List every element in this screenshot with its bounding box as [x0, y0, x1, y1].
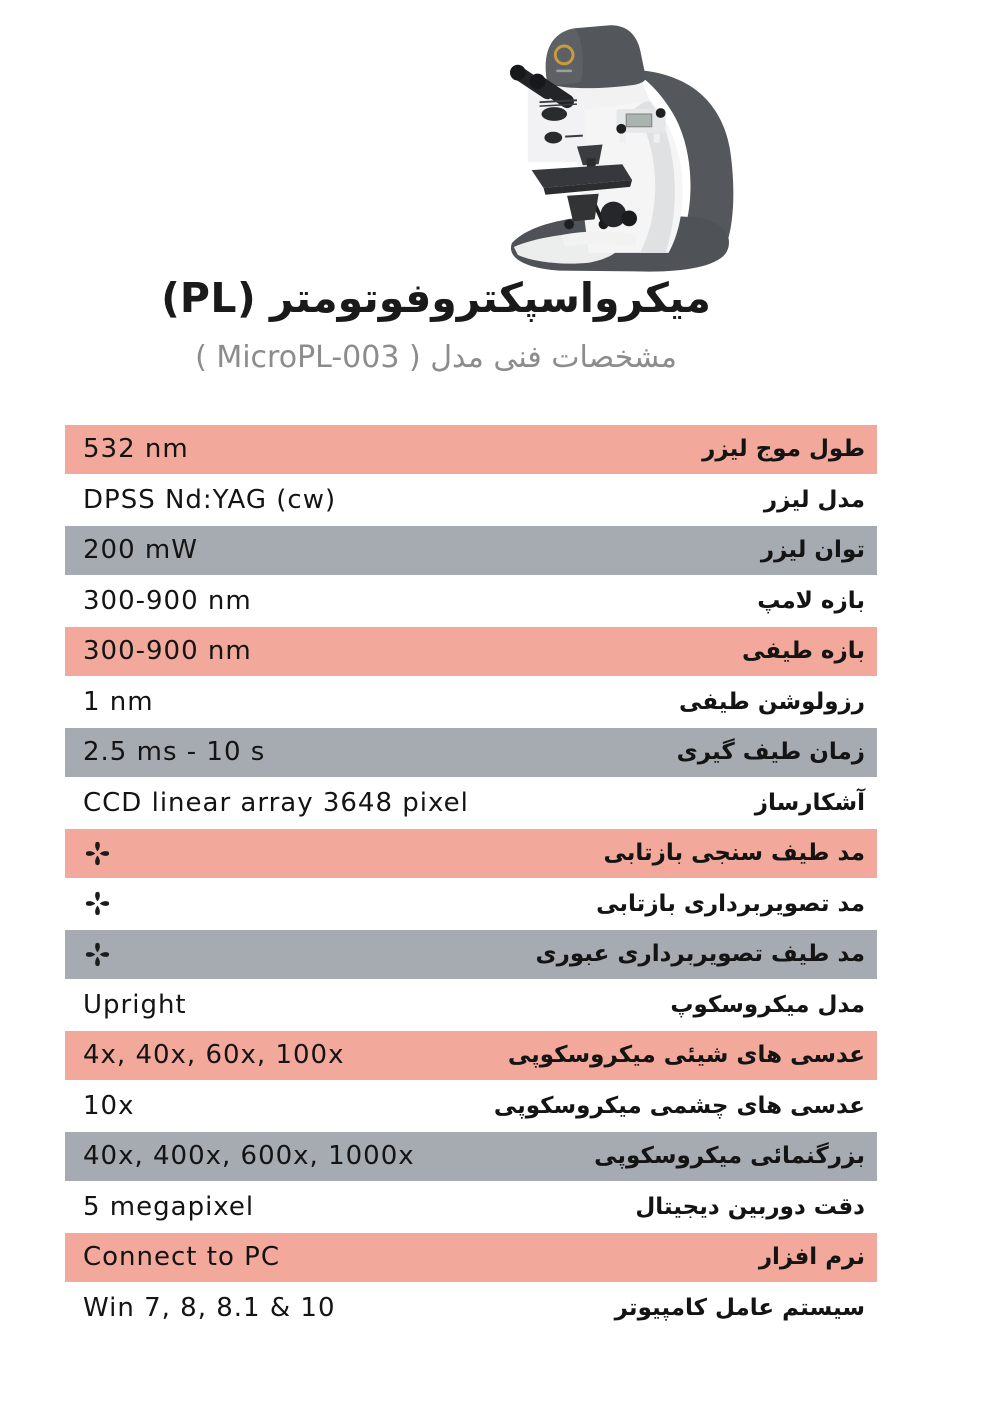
four-petal-asterisk-icon	[83, 839, 112, 868]
spec-row	[65, 1284, 877, 1335]
spec-row	[65, 930, 877, 981]
spec-value: 300-900 nm	[83, 636, 252, 667]
spec-row	[65, 1082, 877, 1133]
camera-module	[546, 25, 646, 88]
spec-value: 5 megapixel	[83, 1191, 255, 1222]
page-subtitle: مشخصات فنی مدل ( MicroPL-003 )	[195, 340, 677, 375]
spec-label: توان لیزر	[760, 537, 865, 564]
spec-row	[65, 526, 877, 577]
spec-label: مد تصویربرداری بازتابی	[596, 890, 865, 917]
microscope-product-image	[443, 10, 768, 282]
spec-row	[65, 829, 877, 880]
spec-label: نرم افزار	[758, 1244, 865, 1271]
spec-label: بازه طیفی	[742, 638, 865, 665]
spec-value: 1 nm	[83, 686, 154, 717]
four-petal-asterisk-icon	[83, 889, 112, 918]
spec-row	[65, 880, 877, 931]
spec-label: زمان طیف گیری	[676, 739, 865, 766]
spec-value: 2.5 ms - 10 s	[83, 737, 266, 768]
spec-value: Upright	[83, 989, 187, 1020]
spec-table	[65, 425, 877, 1334]
spec-row	[65, 1183, 877, 1234]
spec-value: 40x, 400x, 600x, 1000x	[83, 1141, 415, 1172]
spec-label: رزولوشن طیفی	[678, 688, 865, 715]
spec-label: مد طیف تصویربرداری عبوری	[535, 941, 865, 968]
spec-value: 300-900 nm	[83, 585, 252, 616]
spec-label: طول موج لیزر	[702, 436, 865, 463]
page-title: میکرواسپکتروفوتومتر (PL)	[161, 274, 711, 322]
four-petal-asterisk-icon	[83, 940, 112, 969]
spec-value: 532 nm	[83, 434, 189, 465]
spec-row	[65, 981, 877, 1032]
spec-value: Win 7, 8, 8.1 & 10	[83, 1292, 336, 1323]
spec-label: دقت دوربین دیجیتال	[635, 1193, 865, 1220]
spec-label: مدل لیزر	[763, 486, 865, 513]
spec-value: 10x	[83, 1090, 135, 1121]
microscope-illustration	[443, 10, 768, 282]
spec-label: بزرگنمائی میکروسکوپی	[594, 1143, 865, 1170]
spec-value: 4x, 40x, 60x, 100x	[83, 1040, 345, 1071]
spec-row	[65, 779, 877, 830]
spec-row	[65, 728, 877, 779]
spec-label: عدسی های چشمی میکروسکوپی	[493, 1092, 865, 1119]
camera-logo-mark	[556, 70, 572, 72]
spec-row	[65, 476, 877, 527]
spec-row	[65, 1132, 877, 1183]
spec-label: آشکارساز	[754, 789, 865, 816]
spec-label: عدسی های شیئی میکروسکوپی	[507, 1042, 865, 1069]
spec-label: مد طیف سنجی بازتابی	[603, 840, 865, 867]
spec-row	[65, 678, 877, 729]
spec-row	[65, 425, 877, 476]
spec-row	[65, 1031, 877, 1082]
spec-row	[65, 577, 877, 628]
spec-value: CCD linear array 3648 pixel	[83, 787, 469, 818]
spec-value: 200 mW	[83, 535, 198, 566]
spec-value: DPSS Nd:YAG (cw)	[83, 484, 337, 515]
spec-label: سیستم عامل کامپیوتر	[614, 1294, 865, 1321]
spec-row	[65, 1233, 877, 1284]
spec-value: Connect to PC	[83, 1242, 280, 1273]
spec-label: بازه لامپ	[757, 587, 865, 614]
spec-label: مدل میکروسکوپ	[670, 991, 865, 1018]
spec-row	[65, 627, 877, 678]
